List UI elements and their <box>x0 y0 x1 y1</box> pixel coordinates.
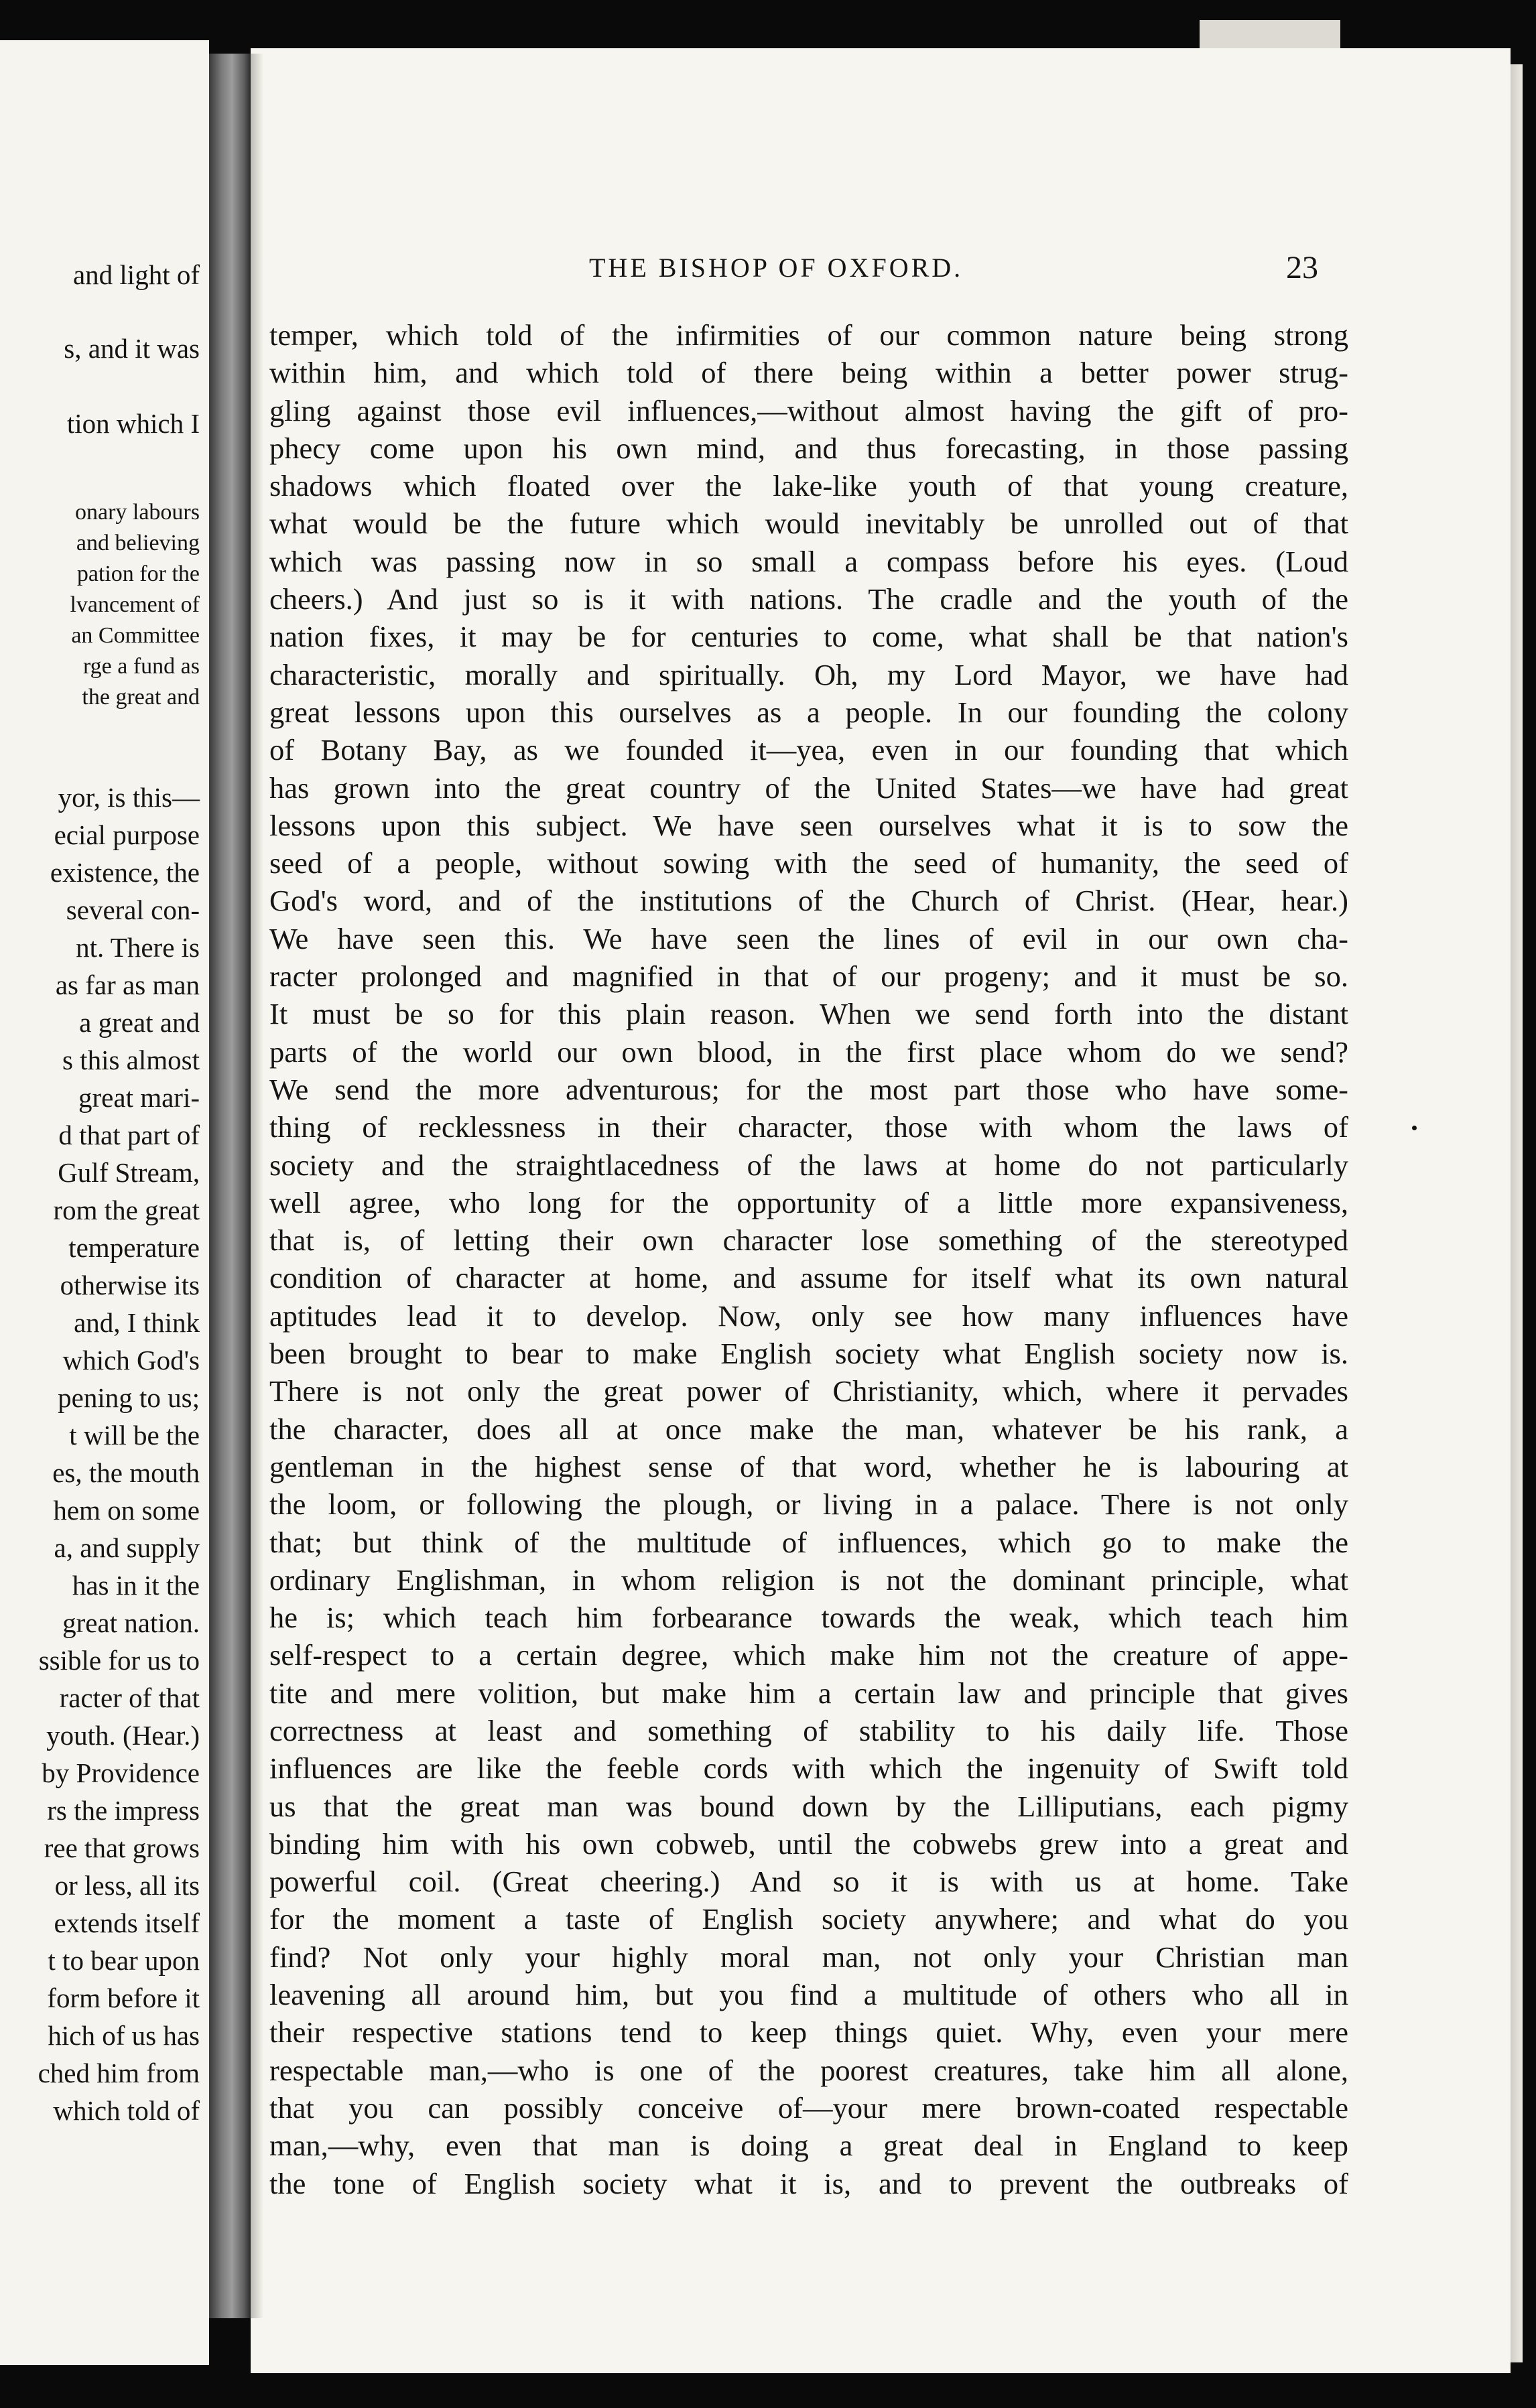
text-line: lessons upon this subject. We have seen ourselves what it is to sow the <box>269 808 1348 842</box>
text-line: that is, of letting their own character lose something of the stereotyped <box>269 1223 1348 1258</box>
text-line: tite and mere volition, but make him a certain law and principle that gives <box>269 1676 1348 1710</box>
left-page-line: has in it the <box>72 1570 200 1601</box>
text-line: nation fixes, it may be for centuries to come, what shall be that nation's <box>269 620 1348 654</box>
text-line: There is not only the great power of Christianity, which, where it pervades <box>269 1374 1348 1408</box>
text-line: It must be so for this plain reason. When we send forth into the distant <box>269 997 1348 1031</box>
left-page-line: t to bear upon <box>48 1945 200 1976</box>
left-page-line: existence, the <box>50 857 200 888</box>
left-page-line: pening to us; <box>58 1382 200 1413</box>
left-page-line: a, and supply <box>54 1532 200 1563</box>
page-number: 23 <box>1286 250 1318 285</box>
left-page-line: rs the impress <box>47 1795 200 1826</box>
text-line: temper, which told of the infirmities of our common nature being strong <box>269 318 1348 352</box>
left-page-line: Gulf Stream, <box>58 1157 200 1188</box>
left-page-line: yor, is this— <box>58 782 200 813</box>
text-line: phecy come upon his own mind, and thus forecasting, in those passing <box>269 431 1348 465</box>
text-line: We have seen this. We have seen the lines of evil in our own cha- <box>269 921 1348 955</box>
text-line: has grown into the great country of the United States—we have had great <box>269 771 1348 805</box>
left-page-line: onary labours <box>74 500 200 525</box>
left-page-line: form before it <box>47 1983 200 2013</box>
left-page-line: nt. There is <box>76 932 200 963</box>
left-page-line: and light of <box>72 259 200 290</box>
text-line: that you can possibly conceive of—your mere brown-coated respectable <box>269 2090 1348 2125</box>
left-page-line: t will be the <box>69 1420 200 1451</box>
text-line: man,—why, even that man is doing a great deal in England to keep <box>269 2129 1348 2163</box>
left-page-line: great nation. <box>62 1607 200 1638</box>
text-line: great lessons upon this ourselves as a people. In our founding the colony <box>269 695 1348 729</box>
left-page-line: hem on some <box>53 1495 200 1526</box>
left-page-line: or less, all its <box>54 1870 200 1901</box>
left-page-line: an Committee <box>71 623 200 648</box>
text-line: ordinary Englishman, in whom religion is not the dominant principle, what <box>269 1562 1348 1597</box>
left-page-line: youth. (Hear.) <box>46 1720 200 1751</box>
page-edge <box>1511 64 1523 2362</box>
text-line: parts of the world our own blood, in the first place whom do we send? <box>269 1034 1348 1069</box>
left-page-line: and, I think <box>74 1307 200 1338</box>
text-line: the tone of English society what it is, and to prevent the outbreaks of <box>269 2166 1348 2200</box>
main-page <box>251 48 1511 2373</box>
left-page-line: the great and <box>82 685 200 710</box>
text-line: condition of character at home, and assume for itself what its own natural <box>269 1261 1348 1295</box>
left-page-line: by Providence <box>42 1757 200 1788</box>
text-line: respectable man,—who is one of the poorest creatures, take him all alone, <box>269 2053 1348 2087</box>
text-line: the character, does all at once make the man, whatever be his rank, a <box>269 1412 1348 1446</box>
text-line: cheers.) And just so is it with nations. The cradle and the youth of the <box>269 582 1348 616</box>
text-line: their respective stations tend to keep things quiet. Why, even your mere <box>269 2015 1348 2050</box>
text-line: self-respect to a certain degree, which make him not the creature of appe- <box>269 1638 1348 1672</box>
text-line: aptitudes lead it to develop. Now, only see how many influences have <box>269 1298 1348 1333</box>
text-line: of Botany Bay, as we founded it—yea, even in our founding that which <box>269 733 1348 767</box>
text-line: that; but think of the multitude of influences, which go to make the <box>269 1525 1348 1559</box>
text-line: We send the more adventurous; for the most part those who have some- <box>269 1072 1348 1106</box>
page-header <box>251 249 1350 289</box>
book-gutter <box>209 54 251 2318</box>
left-page-line: and believing <box>76 531 200 555</box>
body-text <box>269 316 1348 2202</box>
text-line: influences are like the feeble cords with which the ingenuity of Swift told <box>269 1751 1348 1786</box>
text-line: for the moment a taste of English society anywhere; and what do you <box>269 1902 1348 1936</box>
text-line: racter prolonged and magnified in that of our progeny; and it must be so. <box>269 959 1348 994</box>
left-page-line: d that part of <box>58 1120 200 1150</box>
left-page-line: extends itself <box>54 1908 200 1938</box>
text-line: find? Not only your highly moral man, not only your Christian man <box>269 1940 1348 1974</box>
left-page-line: which God's <box>62 1345 200 1376</box>
left-page-line: otherwise its <box>60 1270 200 1300</box>
left-page-line: ecial purpose <box>54 819 200 850</box>
left-page-line: rge a fund as <box>82 654 200 679</box>
text-line: what would be the future which would inevitably be unrolled out of that <box>269 507 1348 541</box>
text-line: God's word, and of the institutions of the Church of Christ. (Hear, hear.) <box>269 884 1348 918</box>
left-page-line: great mari- <box>78 1082 200 1113</box>
text-line: characteristic, morally and spiritually. Oh, my Lord Mayor, we have had <box>269 657 1348 691</box>
text-line: powerful coil. (Great cheering.) And so it is with us at home. Take <box>269 1865 1348 1899</box>
left-page-line: ssible for us to <box>38 1645 200 1676</box>
left-page-line: temperature <box>68 1232 200 1263</box>
text-line: well agree, who long for the opportunity of a little more expansiveness, <box>269 1185 1348 1219</box>
gutter-shadow <box>251 54 263 2318</box>
text-line: gling against those evil influences,—without almost having the gift of pro- <box>269 393 1348 427</box>
text-line: he is; which teach him forbearance towards the weak, which teach him <box>269 1601 1348 1635</box>
text-line: binding him with his own cobweb, until the cobwebs grew into a great and <box>269 1826 1348 1861</box>
left-page-line: es, the mouth <box>52 1457 200 1488</box>
text-line: leavening all around him, but you find a multitude of others who all in <box>269 1978 1348 2012</box>
left-page-line: ree that grows <box>44 1832 200 1863</box>
left-page-line: ched him from <box>38 2058 200 2088</box>
left-page-line: as far as man <box>55 969 200 1000</box>
left-page-line: hich of us has <box>48 2020 200 2051</box>
text-line: gentleman in the highest sense of that word, whether he is labouring at <box>269 1449 1348 1483</box>
text-line: shadows which floated over the lake-like youth of that young creature, <box>269 469 1348 503</box>
ink-speck <box>1412 1126 1417 1130</box>
left-page-line: s this almost <box>62 1045 200 1075</box>
text-line: been brought to bear to make English society what English society now is. <box>269 1337 1348 1371</box>
text-line: within him, and which told of there being within a better power strug- <box>269 356 1348 390</box>
left-page-line: lvancement of <box>70 592 200 617</box>
left-page-line: several con- <box>66 894 200 925</box>
left-page-line: a great and <box>79 1007 200 1038</box>
left-page-line: tion which I <box>66 408 200 439</box>
text-line: society and the straightlacedness of the laws at home do not particularly <box>269 1148 1348 1182</box>
left-page-line: rom the great <box>53 1195 200 1225</box>
text-line: correctness at least and something of stability to his daily life. Those <box>269 1713 1348 1747</box>
left-page-line: racter of that <box>59 1682 200 1713</box>
left-page-line: which told of <box>53 2095 200 2126</box>
left-page-line: pation for the <box>76 561 200 586</box>
running-head: THE BISHOP OF OXFORD. <box>589 253 964 283</box>
text-line: us that the great man was bound down by the Lilliputians, each pigmy <box>269 1789 1348 1823</box>
text-line: which was passing now in so small a compass before his eyes. (Loud <box>269 544 1348 578</box>
text-line: the loom, or following the plough, or living in a palace. There is not only <box>269 1487 1348 1522</box>
left-page-line: s, and it was <box>64 333 200 364</box>
text-line: thing of recklessness in their character, those with whom the laws of <box>269 1110 1348 1144</box>
left-page-fragment <box>0 40 209 2365</box>
text-line: seed of a people, without sowing with the seed of humanity, the seed of <box>269 846 1348 880</box>
